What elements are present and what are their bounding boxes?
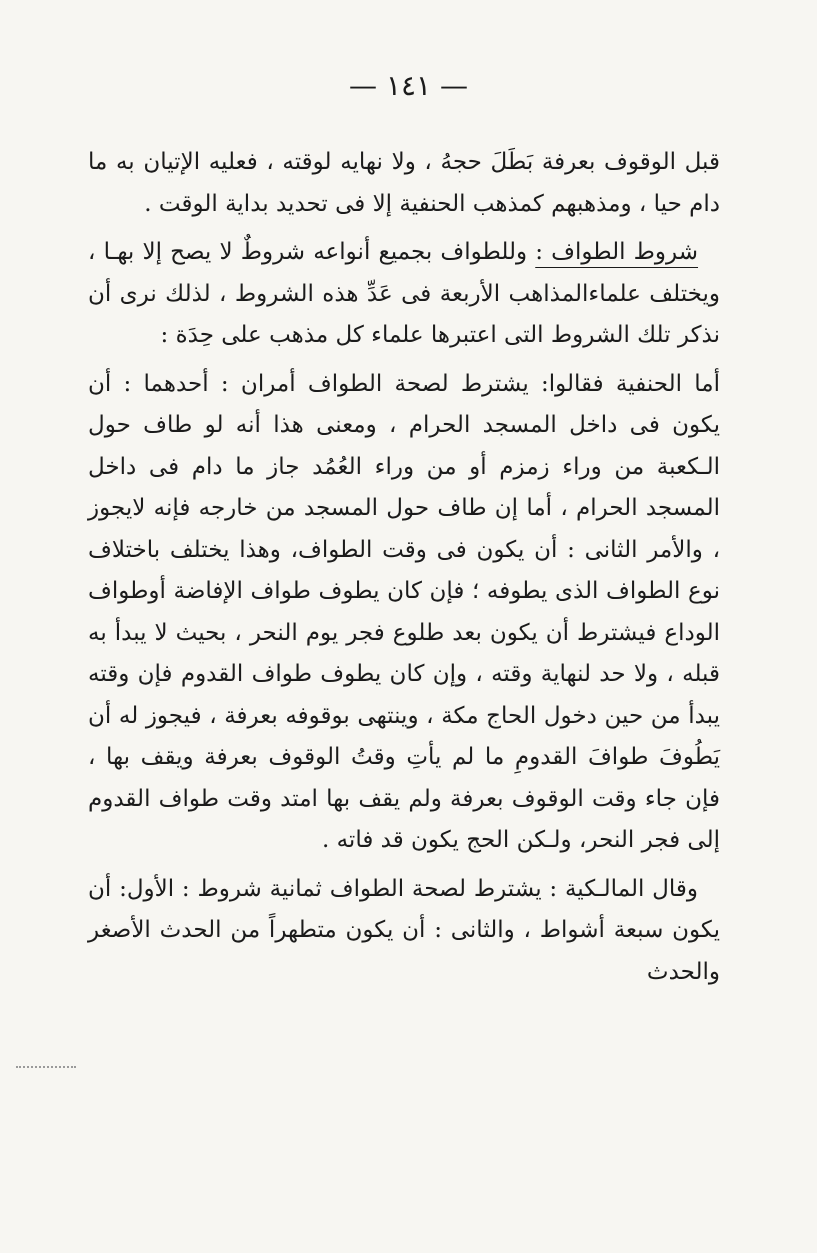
paragraph-4 [88, 869, 720, 994]
paragraph-2-text: وللطواف بجميع أنواعه شروطٌ لا يصح إلا بهـا ، ويختلف علماءالمذاهب الأربعة فى عَدِّ هذه الشروط ، لذلك نرى أن نذكر تلك الشروط التى اعتبرها علماء كل مذهب على حِدَة : [88, 239, 720, 348]
paragraph-4-text: وقال المالـكية : يشترط لصحة الطواف ثمانية شروط : الأول: أن يكون سبعة أشواط ، والثانى : أن يكون متطهراً من الحدث الأصغر والحدث [88, 875, 720, 985]
margin-dots [16, 1060, 76, 1068]
paragraph-1 [88, 142, 720, 225]
paragraph-2 [88, 232, 720, 357]
paragraph-3 [88, 364, 720, 862]
body-text [88, 142, 720, 993]
paragraph-3-text: أما الحنفية فقالوا: يشترط لصحة الطواف أمران : أحدهما : أن يكون فى داخل المسجد الحرام ، ومعنى هذا أنه لو طاف حول الـكعبة من وراء زمزم أو من وراء العُمُد جاز ما دام فى داخل المسجد الحرام ، أما إن طاف حول المسجد من خارجه فإنه لايجوز ، والأمر الثانى : أن يكون فى وقت الطواف، وهذا يختلف باختلاف نوع الطواف الذى يطوفه ؛ فإن كان يطوف طواف الإفاضة أوطواف الوداع فيشترط أن يكون بعد طلوع فجر يوم النحر ، بحيث لا يبدأ به قبله ، ولا حد لنهاية وقته ، وإن كان يطوف طواف القدوم فإن وقته يبدأ من حين دخول الحاج مكة ، وينتهى بوقوفه بعرفة ، فيجوز له أن يَطُوفَ طوافَ القدومِ ما لم يأتِ وقتُ الوقوف بعرفة ويقف بها ، فإن جاء وقت الوقوف بعرفة ولم يقف بها امتد وقت طواف القدوم إلى فجر النحر، ولـكن الحج يكون قد فاته . [88, 370, 720, 853]
page-number: — ١٤١ — [349, 69, 468, 102]
section-heading: شروط الطواف : [535, 239, 699, 265]
paragraph-1-text: قبل الوقوف بعرفة بَطَلَ حجهُ ، ولا نهايه لوقته ، فعليه الإتيان به ما دام حيا ، ومذهبهم كمذهب الحنفية إلا فى تحديد بداية الوقت . [88, 149, 720, 217]
